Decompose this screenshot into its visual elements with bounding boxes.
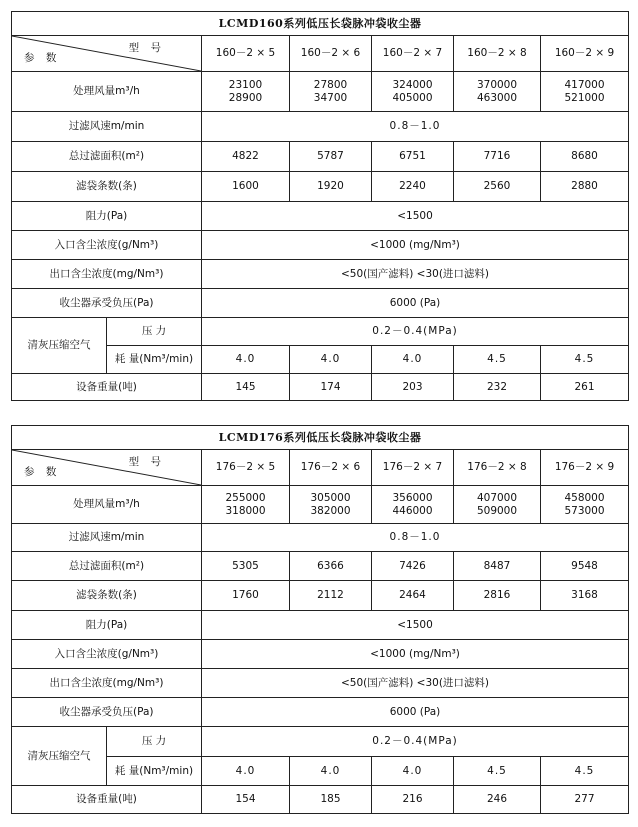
- area-cell: 5787: [290, 142, 372, 172]
- airflow-min: 27800: [313, 78, 348, 91]
- airflow-max: 573000: [564, 504, 605, 517]
- resistance-value: <1500: [202, 611, 629, 640]
- area-cell: 8487: [454, 552, 541, 581]
- airflow-max: 382000: [310, 504, 351, 517]
- airflow-max: 509000: [476, 504, 518, 517]
- row-label-airflow: 处理风量m³/h: [12, 72, 202, 112]
- model-cell: 176－2 × 8: [454, 450, 541, 486]
- airflow-cell: [202, 486, 290, 524]
- row-label-negative-pressure: 收尘器承受负压(Pa): [12, 289, 202, 318]
- weight-cell: 261: [541, 374, 629, 401]
- airflow-min: 458000: [564, 491, 605, 504]
- row-label-air-consumption: 耗 量(Nm³/min): [107, 346, 202, 374]
- row-label-velocity: 过滤风速m/min: [12, 524, 202, 552]
- weight-cell: 185: [290, 786, 372, 814]
- bags-cell: 1760: [202, 581, 290, 611]
- airflow-min: 356000: [392, 491, 433, 504]
- row-label-airflow: 处理风量m³/h: [12, 486, 202, 524]
- row-label-compressed-air: 清灰压缩空气: [12, 727, 107, 786]
- air-consumption-cell: 4.5: [541, 757, 629, 786]
- weight-cell: 232: [454, 374, 541, 401]
- model-cell: 160－2 × 6: [290, 36, 372, 72]
- air-consumption-cell: 4.0: [290, 346, 372, 374]
- bags-cell: 2880: [541, 172, 629, 202]
- header-diagonal-cell: [12, 36, 202, 72]
- air-consumption-cell: 4.0: [372, 757, 454, 786]
- model-cell: 160－2 × 8: [454, 36, 541, 72]
- inlet-value: <1000 (mg/Nm³): [202, 231, 629, 260]
- table-title: LCMD176系列低压长袋脉冲袋收尘器: [12, 426, 629, 450]
- airflow-min: 255000: [225, 491, 266, 504]
- bags-cell: 2464: [372, 581, 454, 611]
- weight-cell: 216: [372, 786, 454, 814]
- airflow-max: 446000: [392, 504, 433, 517]
- row-label-area: 总过滤面积(m²): [12, 142, 202, 172]
- header-param-label: 参 数: [24, 52, 61, 64]
- area-cell: 6366: [290, 552, 372, 581]
- air-consumption-cell: 4.0: [372, 346, 454, 374]
- row-label-air-consumption: 耗 量(Nm³/min): [107, 757, 202, 786]
- outlet-value: <50(国产滤料) <30(进口滤料): [202, 260, 629, 289]
- row-label-bags: 滤袋条数(条): [12, 172, 202, 202]
- airflow-cell: [454, 72, 541, 112]
- negative-pressure-value: 6000 (Pa): [202, 289, 629, 318]
- row-label-negative-pressure: 收尘器承受负压(Pa): [12, 698, 202, 727]
- negative-pressure-value: 6000 (Pa): [202, 698, 629, 727]
- row-label-outlet: 出口含尘浓度(mg/Nm³): [12, 260, 202, 289]
- airflow-max: 318000: [225, 504, 266, 517]
- airflow-cell: [541, 72, 629, 112]
- airflow-cell: [202, 72, 290, 112]
- row-label-outlet: 出口含尘浓度(mg/Nm³): [12, 669, 202, 698]
- table-title: LCMD160系列低压长袋脉冲袋收尘器: [12, 12, 629, 36]
- header-param-label: 参 数: [24, 466, 61, 478]
- resistance-value: <1500: [202, 202, 629, 231]
- row-label-weight: 设备重量(吨): [12, 374, 202, 401]
- airflow-cell: [372, 486, 454, 524]
- velocity-value: 0.8－1.0: [202, 112, 629, 142]
- airflow-cell: [454, 486, 541, 524]
- air-consumption-cell: 4.5: [454, 346, 541, 374]
- air-consumption-cell: 4.0: [290, 757, 372, 786]
- header-diagonal-cell: [12, 450, 202, 486]
- bags-cell: 2560: [454, 172, 541, 202]
- bags-cell: 1920: [290, 172, 372, 202]
- spec-table-lcmd176: [11, 425, 629, 814]
- row-label-inlet: 入口含尘浓度(g/Nm³): [12, 640, 202, 669]
- airflow-cell: [541, 486, 629, 524]
- air-consumption-cell: 4.5: [454, 757, 541, 786]
- weight-cell: 174: [290, 374, 372, 401]
- airflow-cell: [290, 72, 372, 112]
- row-label-bags: 滤袋条数(条): [12, 581, 202, 611]
- inlet-value: <1000 (mg/Nm³): [202, 640, 629, 669]
- row-label-air-pressure: 压 力: [107, 727, 202, 757]
- airflow-min: 23100: [228, 78, 263, 91]
- airflow-cell: [290, 486, 372, 524]
- velocity-value: 0.8－1.0: [202, 524, 629, 552]
- header-model-label: 型 号: [128, 42, 165, 54]
- row-label-area: 总过滤面积(m²): [12, 552, 202, 581]
- model-cell: 160－2 × 7: [372, 36, 454, 72]
- model-cell: 160－2 × 9: [541, 36, 629, 72]
- weight-cell: 277: [541, 786, 629, 814]
- area-cell: 7426: [372, 552, 454, 581]
- weight-cell: 145: [202, 374, 290, 401]
- area-cell: 9548: [541, 552, 629, 581]
- model-cell: 176－2 × 6: [290, 450, 372, 486]
- area-cell: 6751: [372, 142, 454, 172]
- row-label-resistance: 阻力(Pa): [12, 611, 202, 640]
- air-consumption-cell: 4.5: [541, 346, 629, 374]
- airflow-max: 521000: [564, 91, 605, 104]
- header-model-label: 型 号: [128, 456, 165, 468]
- bags-cell: 2240: [372, 172, 454, 202]
- bags-cell: 1600: [202, 172, 290, 202]
- airflow-min: 370000: [476, 78, 518, 91]
- airflow-max: 28900: [228, 91, 263, 104]
- area-cell: 4822: [202, 142, 290, 172]
- row-label-compressed-air: 清灰压缩空气: [12, 318, 107, 374]
- area-cell: 7716: [454, 142, 541, 172]
- row-label-air-pressure: 压 力: [107, 318, 202, 346]
- air-pressure-value: 0.2－0.4(MPa): [202, 318, 629, 346]
- weight-cell: 246: [454, 786, 541, 814]
- bags-cell: 3168: [541, 581, 629, 611]
- airflow-max: 405000: [392, 91, 433, 104]
- row-label-inlet: 入口含尘浓度(g/Nm³): [12, 231, 202, 260]
- airflow-min: 417000: [564, 78, 605, 91]
- row-label-resistance: 阻力(Pa): [12, 202, 202, 231]
- airflow-max: 463000: [476, 91, 518, 104]
- spec-table-lcmd160: [11, 11, 629, 401]
- outlet-value: <50(国产滤料) <30(进口滤料): [202, 669, 629, 698]
- airflow-min: 324000: [392, 78, 433, 91]
- weight-cell: 203: [372, 374, 454, 401]
- model-cell: 176－2 × 5: [202, 450, 290, 486]
- airflow-min: 305000: [310, 491, 351, 504]
- model-cell: 176－2 × 7: [372, 450, 454, 486]
- weight-cell: 154: [202, 786, 290, 814]
- area-cell: 5305: [202, 552, 290, 581]
- airflow-cell: [372, 72, 454, 112]
- model-cell: 160－2 × 5: [202, 36, 290, 72]
- air-consumption-cell: 4.0: [202, 757, 290, 786]
- row-label-weight: 设备重量(吨): [12, 786, 202, 814]
- airflow-max: 34700: [313, 91, 348, 104]
- area-cell: 8680: [541, 142, 629, 172]
- row-label-velocity: 过滤风速m/min: [12, 112, 202, 142]
- bags-cell: 2112: [290, 581, 372, 611]
- airflow-min: 407000: [476, 491, 518, 504]
- air-pressure-value: 0.2－0.4(MPa): [202, 727, 629, 757]
- bags-cell: 2816: [454, 581, 541, 611]
- model-cell: 176－2 × 9: [541, 450, 629, 486]
- air-consumption-cell: 4.0: [202, 346, 290, 374]
